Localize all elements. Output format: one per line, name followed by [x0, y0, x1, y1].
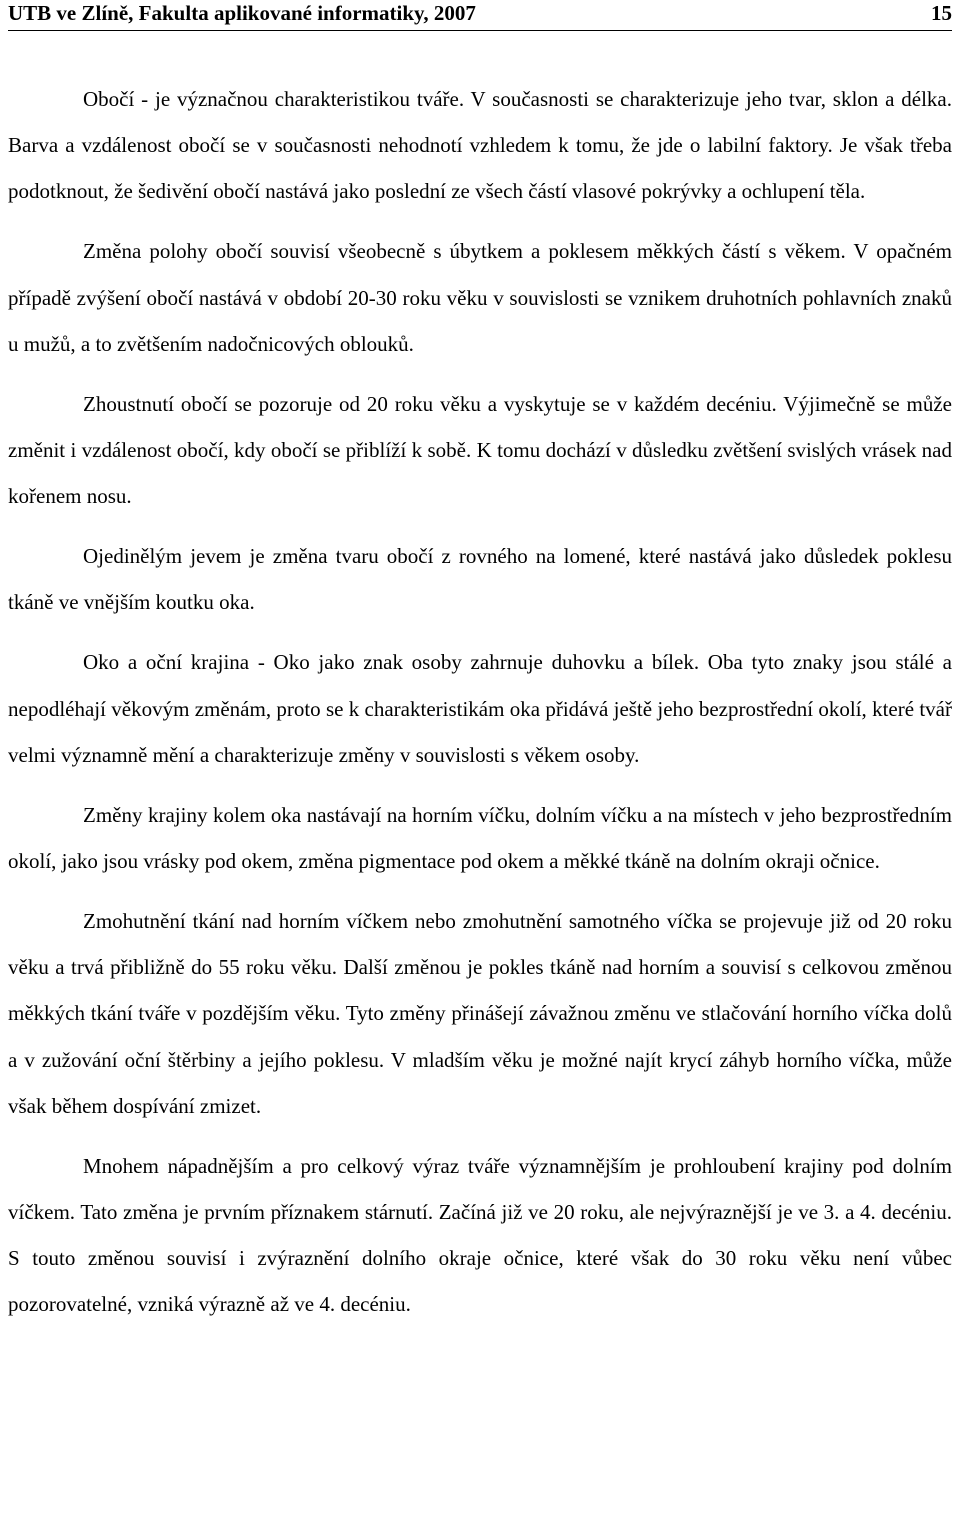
page-header: [8, 0, 952, 31]
paragraph-upper-eyelid: Zmohutnění tkání nad horním víčkem nebo zmohutnění samotného víčka se projevuje již od 20 roku věku a trvá přibližně do 55 roku věku. Další změnou je pokles tkáně nad horním a souvisí s celkovou změnou měkkých tkání tváře v pozdějším věku. Tyto změny přinášejí závažnou změnu ve stlačování horního víčka dolů a v zužování oční štěrbiny a jejího poklesu. V mladším věku je možné najít krycí záhyb horního víčka, může však během dospívání zmizet.: [8, 909, 952, 1118]
header-title: UTB ve Zlíně, Fakulta aplikované informatiky, 2007: [8, 1, 476, 25]
paragraph-eye-changes: Změny krajiny kolem oka nastávají na horním víčku, dolním víčku a na místech v jeho bezprostředním okolí, jako jsou vrásky pod okem, změna pigmentace pod okem a měkké tkáně na dolním okraji očnice.: [8, 802, 952, 874]
document-body: [8, 76, 952, 1328]
paragraph-eye-region: Oko a oční krajina - Oko jako znak osoby zahrnuje duhovku a bílek. Oba tyto znaky jsou stálé a nepodléhají věkovým změnám, proto se k charakteristikám oka přidává ještě jeho bezprostřední okolí, které tvář velmi významně mění a charakterizuje změny v souvislosti s věkem osoby.: [8, 650, 952, 767]
paragraph-lower-eyelid: Mnohem nápadnějším a pro celkový výraz tváře významnějším je prohloubení krajiny pod dolním víčkem. Tato změna je prvním příznakem stárnutí. Začíná již ve 20 roku, ale nejvýraznější je ve 3. a 4. decéniu. S touto změnou souvisí i zvýraznění dolního okraje očnice, které však do 30 roku věku není vůbec pozorovatelné, vzniká výrazně až ve 4. decéniu.: [8, 1153, 952, 1317]
paragraph-eyebrow-position: Změna polohy obočí souvisí všeobecně s úbytkem a poklesem měkkých částí s věkem. V opačném případě zvýšení obočí nastává v období 20-30 roku věku v souvislosti se vznikem druhotních pohlavních znaků u mužů, a to zvětšením nadočnicových oblouků.: [8, 239, 952, 356]
page-number: 15: [931, 1, 952, 25]
paragraph-eyebrow-shape: Ojedinělým jevem je změna tvaru obočí z rovného na lomené, které nastává jako důsledek poklesu tkáně ve vnějším koutku oka.: [8, 544, 952, 615]
paragraph-eyebrows-intro: Obočí - je význačnou charakteristikou tváře. V současnosti se charakterizuje jeho tvar, sklon a délka. Barva a vzdálenost obočí se v současnosti nehodnotí vzhledem k tomu, že jde o labilní faktory. Je však třeba podotknout, že šedivění obočí nastává jako poslední ze všech částí vlasové pokrývky a ochlupení těla.: [8, 87, 952, 204]
paragraph-eyebrow-thickening: Zhoustnutí obočí se pozoruje od 20 roku věku a vyskytuje se v každém decéniu. Výjimečně se může změnit i vzdálenost obočí, kdy obočí se přiblíží k sobě. K tomu dochází v důsledku zvětšení svislých vrásek nad kořenem nosu.: [8, 391, 952, 509]
